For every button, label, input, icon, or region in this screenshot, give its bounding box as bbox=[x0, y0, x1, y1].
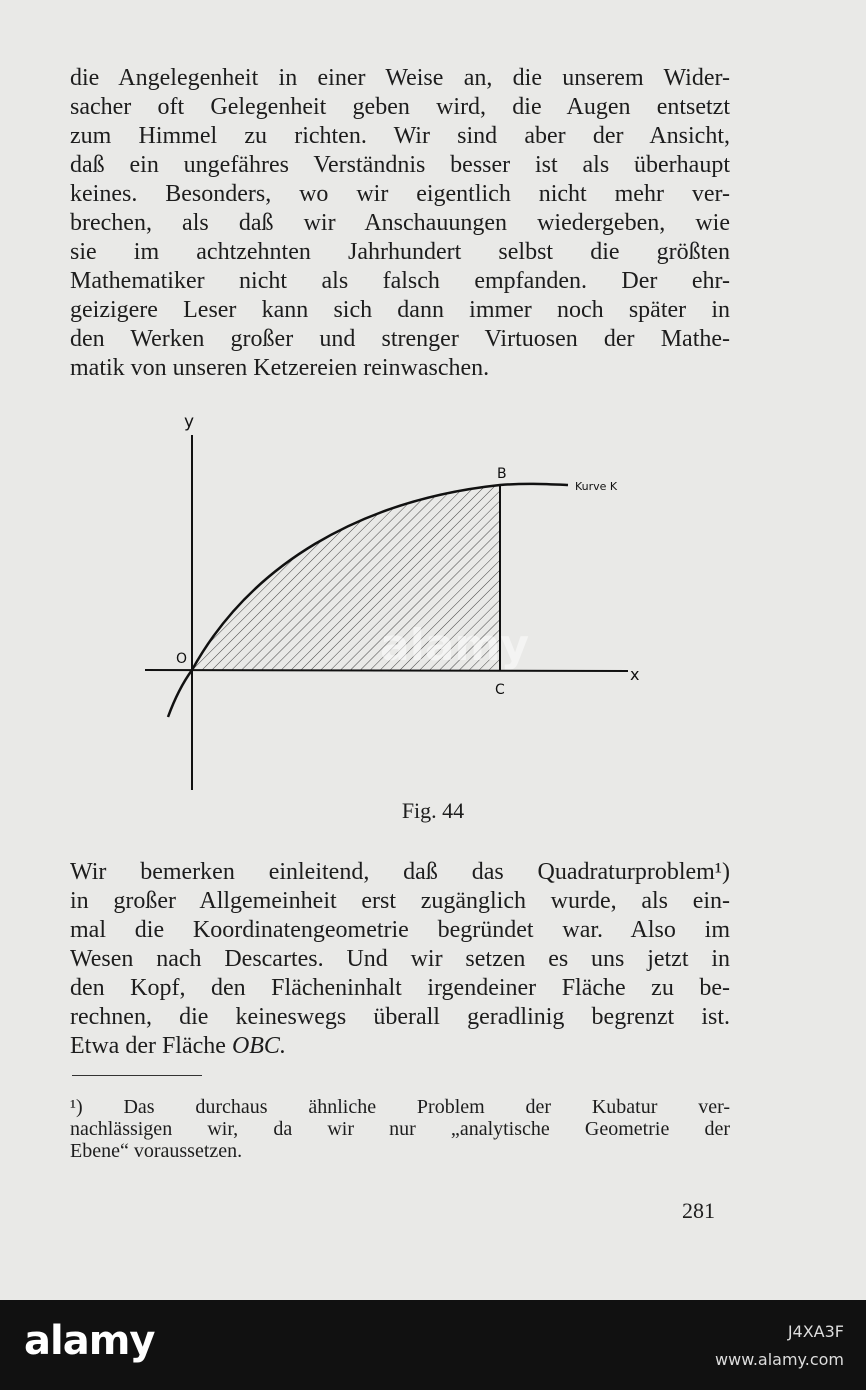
footnote bbox=[70, 1096, 730, 1162]
last-line-text: Etwa der Fläche bbox=[70, 1033, 232, 1059]
text-line: in großer Allgemeinheit erst zugänglich wurde, als ein- bbox=[70, 888, 730, 914]
text-line: mal die Koordinatengeometrie begründet war. Also im bbox=[70, 917, 730, 943]
text-line: keines. Besonders, wo wir eigentlich nicht mehr ver- bbox=[70, 181, 730, 207]
footnote-line: ¹) Das durchaus ähnliche Problem der Kubatur ver- bbox=[70, 1096, 730, 1118]
paragraph-bottom bbox=[70, 858, 730, 1061]
footnote-line: Ebene“ voraussetzen. bbox=[70, 1140, 243, 1162]
page-number: 281 bbox=[682, 1198, 715, 1223]
x-axis bbox=[145, 670, 628, 671]
x-axis-label: x bbox=[630, 665, 640, 684]
area-name-obc: OBC. bbox=[231, 1033, 286, 1059]
text-line: sacher oft Gelegenheit geben wird, die Augen entsetzt bbox=[70, 94, 730, 120]
curve-label: Kurve K bbox=[575, 480, 618, 493]
text-line: den Kopf, den Flächeninhalt irgendeiner Fläche zu be- bbox=[70, 975, 730, 1001]
paragraph-top bbox=[70, 64, 730, 383]
text-line: Mathematiker nicht als falsch empfanden. Der ehr- bbox=[70, 268, 730, 294]
text-line: rechnen, die keineswegs überall geradlinig begrenzt ist. bbox=[70, 1004, 730, 1030]
text-line: den Werken großer und strenger Virtuosen der Mathe- bbox=[70, 326, 730, 352]
image-id: J4XA3F bbox=[787, 1322, 844, 1341]
text-line: matik von unseren Ketzereien reinwaschen. bbox=[70, 355, 490, 381]
text-line-last bbox=[70, 1032, 730, 1061]
point-c-label: C bbox=[495, 682, 505, 698]
figure-caption: Fig. 44 bbox=[401, 798, 465, 823]
site-url: www.alamy.com bbox=[715, 1350, 844, 1369]
y-axis-label: y bbox=[184, 412, 195, 432]
text-line: brechen, als daß wir Anschauungen wiedergeben, wie bbox=[70, 210, 730, 236]
text-line: die Angelegenheit in einer Weise an, die unserem Wider- bbox=[70, 65, 730, 91]
footnote-divider bbox=[72, 1075, 202, 1076]
text-line: Wesen nach Descartes. Und wir setzen es uns jetzt in bbox=[70, 946, 730, 972]
watermark-center: alamy bbox=[380, 620, 529, 671]
text-line: Wir bemerken einleitend, daß das Quadraturproblem¹) bbox=[70, 859, 730, 885]
text-line: sie im achtzehnten Jahrhundert selbst die größten bbox=[70, 239, 730, 265]
watermark-logo: alamy bbox=[24, 1318, 155, 1364]
footnote-line: nachlässigen wir, da wir nur „analytische Geometrie der bbox=[70, 1118, 730, 1140]
text-line: geizigere Leser kann sich dann immer noch später in bbox=[70, 297, 730, 323]
text-line: daß ein ungefähres Verständnis besser ist als überhaupt bbox=[70, 152, 730, 178]
figure-44-diagram bbox=[140, 405, 660, 800]
origin-label: O bbox=[176, 651, 188, 667]
shaded-area-obc bbox=[192, 485, 500, 670]
point-b-label: B bbox=[497, 466, 507, 482]
text-line: zum Himmel zu richten. Wir sind aber der Ansicht, bbox=[70, 123, 730, 149]
